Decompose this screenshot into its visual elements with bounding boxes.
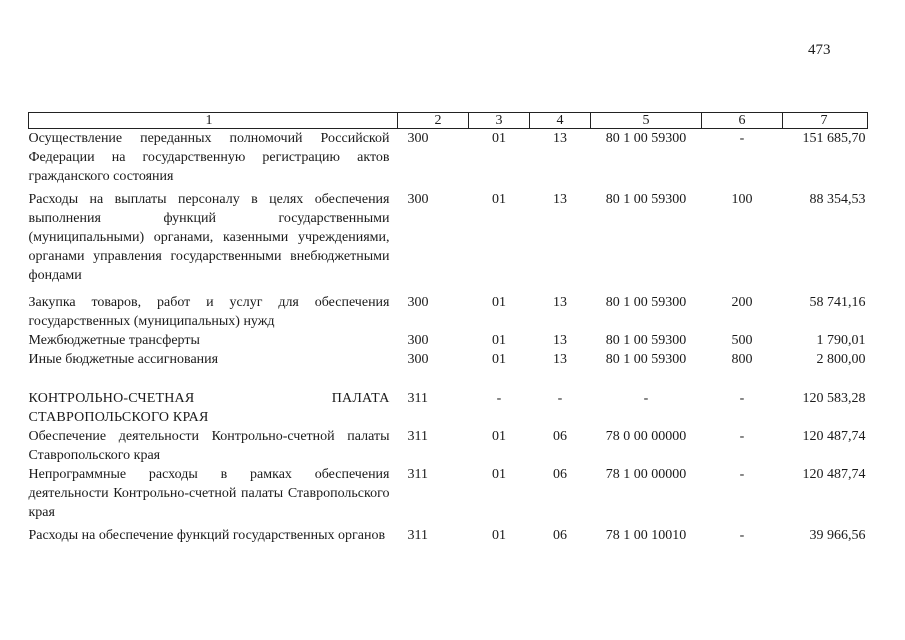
table-row <box>29 190 868 293</box>
row-section: 01 <box>492 295 506 310</box>
row-ministry-code: 300 <box>407 333 429 348</box>
row-amount: 1 790,01 <box>816 333 866 348</box>
row-ministry-code: 300 <box>407 131 429 146</box>
row-target-code: 80 1 00 59300 <box>605 131 687 146</box>
row-target-code: 80 1 00 59300 <box>605 192 687 207</box>
row-target-code: 78 1 00 10010 <box>605 528 687 543</box>
row-section: 01 <box>492 528 506 543</box>
row-subsection: 13 <box>553 352 567 367</box>
row-subsection: 06 <box>553 528 567 543</box>
row-ministry-code: 311 <box>407 391 428 406</box>
row-ministry-code: 311 <box>407 528 428 543</box>
row-amount: 120 487,74 <box>802 429 866 444</box>
row-amount: 88 354,53 <box>809 192 866 207</box>
row-subsection: 06 <box>553 467 567 482</box>
row-section: 01 <box>492 333 506 348</box>
row-subsection: - <box>557 391 563 406</box>
row-subsection: 13 <box>553 131 567 146</box>
row-name: Непрограммные расходы в рамках обеспечения деятельности Контрольно-счетной палаты Ставропольского края <box>28 467 390 520</box>
row-section: 01 <box>492 192 506 207</box>
table-row <box>29 129 868 191</box>
row-ministry-code: 300 <box>407 192 429 207</box>
page-number: 473 <box>808 42 831 58</box>
row-target-code: 80 1 00 59300 <box>605 333 687 348</box>
row-section: 01 <box>492 352 506 367</box>
row-amount: 39 966,56 <box>809 528 866 543</box>
row-section: - <box>496 391 502 406</box>
row-expense-type: 100 <box>731 192 753 207</box>
row-name: Иные бюджетные ассигнования <box>28 352 219 367</box>
row-name: КОНТРОЛЬНО-СЧЕТНАЯ ПАЛАТА СТАВРОПОЛЬСКОГО КРАЯ <box>28 391 390 425</box>
row-expense-type: - <box>739 429 745 444</box>
row-section: 01 <box>492 429 506 444</box>
row-expense-type: - <box>739 391 745 406</box>
row-target-code: 80 1 00 59300 <box>605 352 687 367</box>
table-row <box>29 389 868 427</box>
column-header: 3 <box>469 113 530 129</box>
table-row <box>29 427 868 465</box>
column-header: 5 <box>591 113 702 129</box>
column-header: 7 <box>783 113 868 129</box>
row-expense-type: 800 <box>731 352 753 367</box>
column-header: 6 <box>702 113 783 129</box>
row-target-code: - <box>643 391 649 406</box>
budget-table <box>28 112 868 545</box>
row-target-code: 78 0 00 00000 <box>605 429 687 444</box>
row-amount: 2 800,00 <box>816 352 866 367</box>
row-amount: 120 487,74 <box>802 467 866 482</box>
table-header-row <box>29 113 868 129</box>
table-row <box>29 293 868 331</box>
row-expense-type: - <box>739 467 745 482</box>
row-target-code: 78 1 00 00000 <box>605 467 687 482</box>
row-expense-type: - <box>739 131 745 146</box>
table-row <box>29 331 868 350</box>
table-row <box>29 526 868 545</box>
column-header: 2 <box>398 113 469 129</box>
row-target-code: 80 1 00 59300 <box>605 295 687 310</box>
row-name: Обеспечение деятельности Контрольно-счетной палаты Ставропольского края <box>28 429 390 463</box>
column-header: 1 <box>29 113 398 129</box>
row-subsection: 13 <box>553 333 567 348</box>
row-amount: 120 583,28 <box>802 391 866 406</box>
row-amount: 58 741,16 <box>809 295 866 310</box>
row-amount: 151 685,70 <box>802 131 866 146</box>
row-section: 01 <box>492 131 506 146</box>
row-name: Закупка товаров, работ и услуг для обеспечения государственных (муниципальных) нужд <box>28 295 390 329</box>
table-row <box>29 350 868 369</box>
row-subsection: 13 <box>553 295 567 310</box>
row-subsection: 06 <box>553 429 567 444</box>
row-expense-type: 200 <box>731 295 753 310</box>
spacer-row <box>29 369 868 389</box>
row-section: 01 <box>492 467 506 482</box>
row-ministry-code: 311 <box>407 467 428 482</box>
row-name: Межбюджетные трансферты <box>28 333 200 348</box>
row-ministry-code: 300 <box>407 295 429 310</box>
row-subsection: 13 <box>553 192 567 207</box>
row-expense-type: 500 <box>731 333 753 348</box>
table-row <box>29 465 868 526</box>
row-expense-type: - <box>739 528 745 543</box>
column-header: 4 <box>530 113 591 129</box>
row-name: Расходы на выплаты персоналу в целях обеспечения выполнения функций государственными (муниципальными) органами, казенными учреждениями, органами управления государственными внебюджетными фондами <box>28 192 390 283</box>
row-ministry-code: 300 <box>407 352 429 367</box>
row-name: Расходы на обеспечение функций государственных органов <box>28 528 386 543</box>
row-name: Осуществление переданных полномочий Российской Федерации на государственную регистрацию актов гражданского состояния <box>28 131 390 184</box>
row-ministry-code: 311 <box>407 429 428 444</box>
